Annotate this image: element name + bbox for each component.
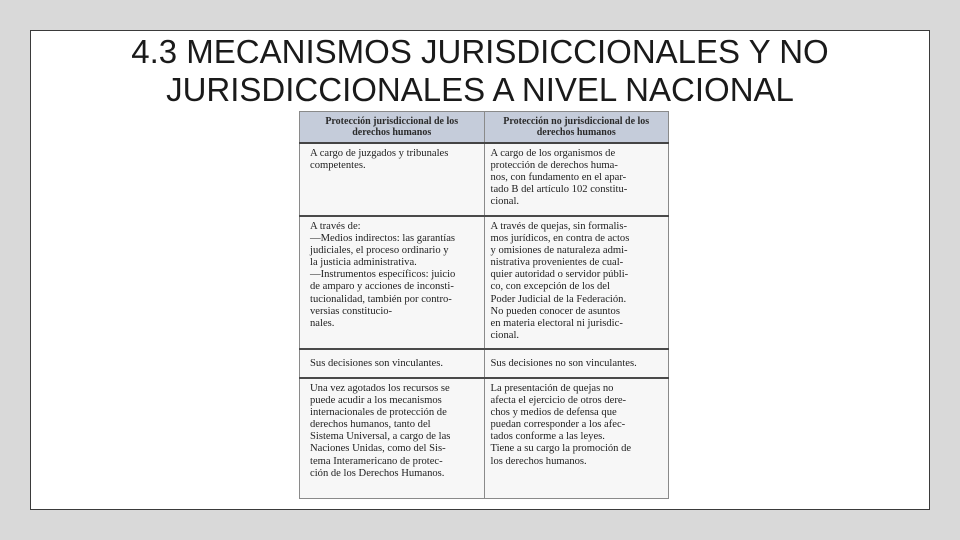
- cell-line: tema Interamericano de protec-: [310, 455, 443, 467]
- cell-line: nales.: [310, 317, 335, 329]
- cell-line: judiciales, el proceso ordinario y: [310, 245, 449, 257]
- cell-line: ción de los Derechos Humanos.: [310, 467, 445, 479]
- comparison-table: [299, 111, 669, 499]
- table-cell-right: [484, 216, 669, 349]
- header-line: Protección jurisdiccional de los: [325, 116, 459, 127]
- cell-line: protección de derechos huma-: [490, 160, 618, 172]
- table-row: [300, 378, 669, 499]
- cell-line: tados conforme a las leyes.: [490, 431, 605, 443]
- table-row: [300, 216, 669, 349]
- cell-line: Tiene a su cargo la promoción de: [490, 443, 632, 455]
- table-header-row: [300, 112, 669, 144]
- cell-line: —Instrumentos específicos: juicio: [310, 269, 456, 281]
- table-row: [300, 143, 669, 216]
- cell-line: Sus decisiones no son vinculantes.: [490, 357, 637, 369]
- cell-line: y omisiones de naturaleza admi-: [490, 245, 628, 257]
- cell-line: competentes.: [310, 160, 366, 172]
- header-jurisdiccional: [300, 112, 485, 144]
- cell-line: A cargo de los organismos de: [490, 148, 616, 159]
- table-cell-left: [300, 378, 485, 499]
- cell-line: Sus decisiones son vinculantes.: [310, 357, 443, 369]
- cell-line: mos jurídicos, en contra de actos: [490, 233, 630, 245]
- cell-line: en materia electoral ni jurisdic-: [490, 317, 623, 329]
- header-line: derechos humanos: [536, 127, 616, 138]
- table-cell-left: [300, 216, 485, 349]
- cell-line: los derechos humanos.: [490, 455, 587, 467]
- cell-line: cional.: [490, 196, 520, 208]
- cell-line: La presentación de quejas no: [490, 383, 614, 394]
- table-cell-left: [300, 143, 485, 216]
- cell-line: de amparo y acciones de inconsti-: [310, 281, 454, 293]
- cell-line: Sistema Universal, a cargo de las: [310, 431, 451, 443]
- header-line: Protección no jurisdiccional de los: [503, 116, 650, 127]
- cell-line: A través de quejas, sin formalis-: [490, 221, 628, 232]
- cell-line: A cargo de juzgados y tribunales: [310, 148, 449, 159]
- cell-line: —Medios indirectos: las garantías: [310, 233, 456, 245]
- cell-line: tucionalidad, también por contro-: [310, 293, 452, 305]
- cell-line: nistrativa provenientes de cual-: [490, 257, 624, 269]
- table-cell-right: [484, 349, 669, 378]
- cell-line: puede acudir a los mecanismos: [310, 395, 442, 407]
- slide-title-line-1: 4.3 MECANISMOS JURISDICCIONALES Y NO: [131, 33, 829, 70]
- cell-line: Poder Judicial de la Federación.: [490, 293, 627, 305]
- table-cell-right: [484, 378, 669, 499]
- cell-line: tado B del artículo 102 constitu-: [490, 184, 628, 196]
- comparison-table-image: [299, 111, 669, 499]
- table-cell-right: [484, 143, 669, 216]
- slide-title-line-2: JURISDICCIONALES A NIVEL NACIONAL: [166, 71, 794, 108]
- cell-line: puedan corresponder a los afec-: [490, 419, 626, 431]
- cell-line: A través de:: [310, 221, 361, 232]
- cell-line: No pueden conocer de asuntos: [490, 305, 620, 317]
- cell-line: afecta el ejercicio de otros dere-: [490, 395, 627, 407]
- cell-line: Una vez agotados los recursos se: [310, 383, 450, 394]
- cell-line: la justicia administrativa.: [310, 257, 417, 269]
- cell-line: Naciones Unidas, como del Sis-: [310, 443, 446, 455]
- cell-line: versias constitucio-: [310, 305, 393, 317]
- header-no-jurisdiccional: [484, 112, 669, 144]
- cell-line: cional.: [490, 329, 520, 341]
- cell-line: chos y medios de defensa que: [490, 407, 617, 419]
- table-row: [300, 349, 669, 378]
- cell-line: derechos humanos, tanto del: [310, 419, 431, 431]
- cell-line: quier autoridad o servidor públi-: [490, 269, 629, 281]
- header-line: derechos humanos: [352, 127, 432, 138]
- slide: [30, 30, 930, 510]
- cell-line: co, con excepción de los del: [490, 281, 610, 293]
- slide-title: [31, 33, 929, 109]
- table-cell-left: [300, 349, 485, 378]
- cell-line: internacionales de protección de: [310, 407, 447, 419]
- cell-line: nos, con fundamento en el apar-: [490, 172, 627, 184]
